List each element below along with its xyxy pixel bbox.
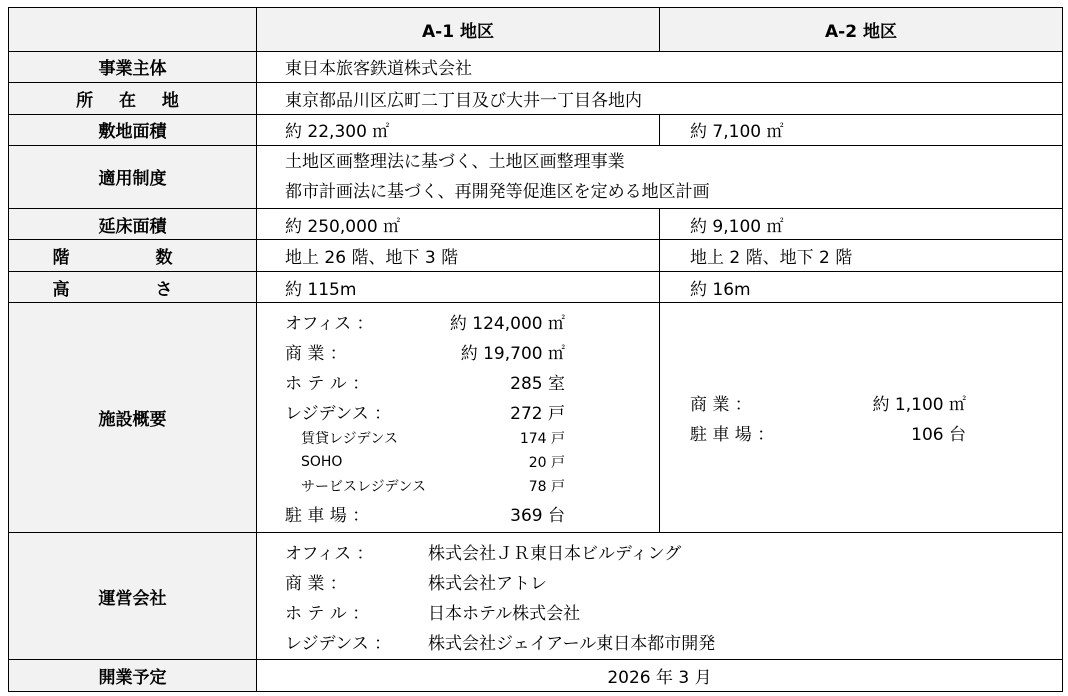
header-blank-cell (9, 8, 257, 52)
facility-a1-name: レジデンス ： (285, 403, 392, 424)
row-floor-area (9, 208, 1063, 239)
label-height (9, 271, 257, 302)
header-a1: A-1 地区 (257, 8, 660, 52)
management-name: ホ テ ル ： (285, 603, 370, 624)
facility-a1-name: 駐 車 場 ： (285, 505, 370, 526)
value-opening: 2026 年 3 月 (257, 660, 1063, 692)
label-floors-text: 階 数 (52, 248, 213, 269)
facility-a1-row (257, 306, 659, 336)
management-value: 株式会社ジェイアール東日本都市開発 (428, 633, 716, 654)
facility-a1-name: SOHO (301, 454, 343, 471)
facility-a1-value: 272 戸 (510, 403, 565, 424)
facilities-a2-list (660, 387, 1062, 447)
label-system: 適用制度 (9, 145, 257, 208)
facility-a1-row (257, 498, 659, 528)
facility-a2-row (660, 417, 1062, 447)
management-list (257, 536, 1062, 656)
facility-a2-value: 106 台 (911, 424, 966, 445)
management-value: 日本ホテル株式会社 (428, 603, 581, 624)
row-facilities (9, 303, 1063, 532)
system-line-1: 土地区画整理法に基づく、土地区画整理事業 (285, 151, 625, 172)
management-row (257, 596, 1062, 626)
facility-a1-row (257, 396, 659, 426)
management-name: オフィス ： (285, 543, 374, 564)
facility-a1-name: 商 業 ： (285, 343, 347, 364)
management-row (257, 536, 1062, 566)
label-opening: 開業予定 (9, 660, 257, 692)
row-height (9, 271, 1063, 302)
row-location (9, 83, 1063, 114)
management-row (257, 626, 1062, 656)
label-floors (9, 240, 257, 271)
value-location: 東京都品川区広町二丁目及び大井一丁目各地内 (257, 83, 1063, 114)
label-site-area: 敷地面積 (9, 114, 257, 145)
row-site-area (9, 114, 1063, 145)
value-floor-area-a2: 約 9,100 ㎡ (660, 208, 1063, 239)
value-site-area-a1: 約 22,300 ㎡ (257, 114, 660, 145)
facility-a1-value: 285 室 (510, 373, 565, 394)
system-line-2: 都市計画法に基づく、再開発等促進区を定める地区計画 (285, 181, 710, 202)
facility-a1-value: 78 戸 (528, 479, 565, 496)
facility-a2-value: 約 1,100 ㎡ (872, 394, 966, 415)
value-floors-a1: 地上 26 階、地下 3 階 (257, 240, 660, 271)
facility-a1-value: 369 台 (510, 505, 565, 526)
facility-a1-name: ホ テ ル ： (285, 373, 370, 394)
header-row (9, 8, 1063, 52)
facility-a1-row (257, 450, 659, 474)
facility-a2-name: 駐 車 場 ： (690, 424, 775, 445)
row-floors (9, 240, 1063, 271)
facility-a2-row (660, 387, 1062, 417)
label-floor-area: 延床面積 (9, 208, 257, 239)
facility-a1-row (257, 336, 659, 366)
management-row (257, 566, 1062, 596)
facility-a1-name: サービスレジデンス (301, 479, 426, 496)
value-operator: 東日本旅客鉄道株式会社 (257, 51, 1063, 82)
facility-a1-value: 約 124,000 ㎡ (449, 313, 565, 334)
header-a2: A-2 地区 (660, 8, 1063, 52)
management-name: レジデンス ： (285, 633, 392, 654)
facility-a1-value: 174 戸 (519, 431, 565, 448)
value-height-a1: 約 115m (257, 271, 660, 302)
label-management: 運営会社 (9, 532, 257, 660)
facility-a1-row (257, 366, 659, 396)
value-facilities-a1 (257, 303, 660, 532)
facility-a1-row (257, 474, 659, 498)
label-facilities: 施設概要 (9, 303, 257, 532)
row-management (9, 532, 1063, 660)
row-system (9, 145, 1063, 208)
value-floors-a2: 地上 2 階、地下 2 階 (660, 240, 1063, 271)
facility-a1-value: 約 19,700 ㎡ (460, 343, 565, 364)
value-site-area-a2: 約 7,100 ㎡ (660, 114, 1063, 145)
row-opening (9, 660, 1063, 692)
row-operator (9, 51, 1063, 82)
value-floor-area-a1: 約 250,000 ㎡ (257, 208, 660, 239)
label-height-text: 高 さ (52, 279, 213, 300)
facility-a1-name: 賃貸レジデンス (301, 431, 398, 448)
label-operator: 事業主体 (9, 51, 257, 82)
facility-a1-row (257, 426, 659, 450)
facility-a2-name: 商 業 ： (690, 394, 752, 415)
value-system (257, 145, 1063, 208)
value-height-a2: 約 16m (660, 271, 1063, 302)
label-location: 所 在 地 (9, 83, 257, 114)
value-management (257, 532, 1063, 660)
facilities-a1-list (257, 306, 659, 528)
facility-a1-name: オフィス ： (285, 313, 374, 334)
project-overview-table (8, 7, 1063, 692)
value-facilities-a2 (660, 303, 1063, 532)
management-name: 商 業 ： (285, 573, 347, 594)
management-value: 株式会社ＪＲ東日本ビルディング (428, 543, 682, 564)
management-value: 株式会社アトレ (428, 573, 547, 594)
facility-a1-value: 20 戸 (528, 455, 565, 472)
